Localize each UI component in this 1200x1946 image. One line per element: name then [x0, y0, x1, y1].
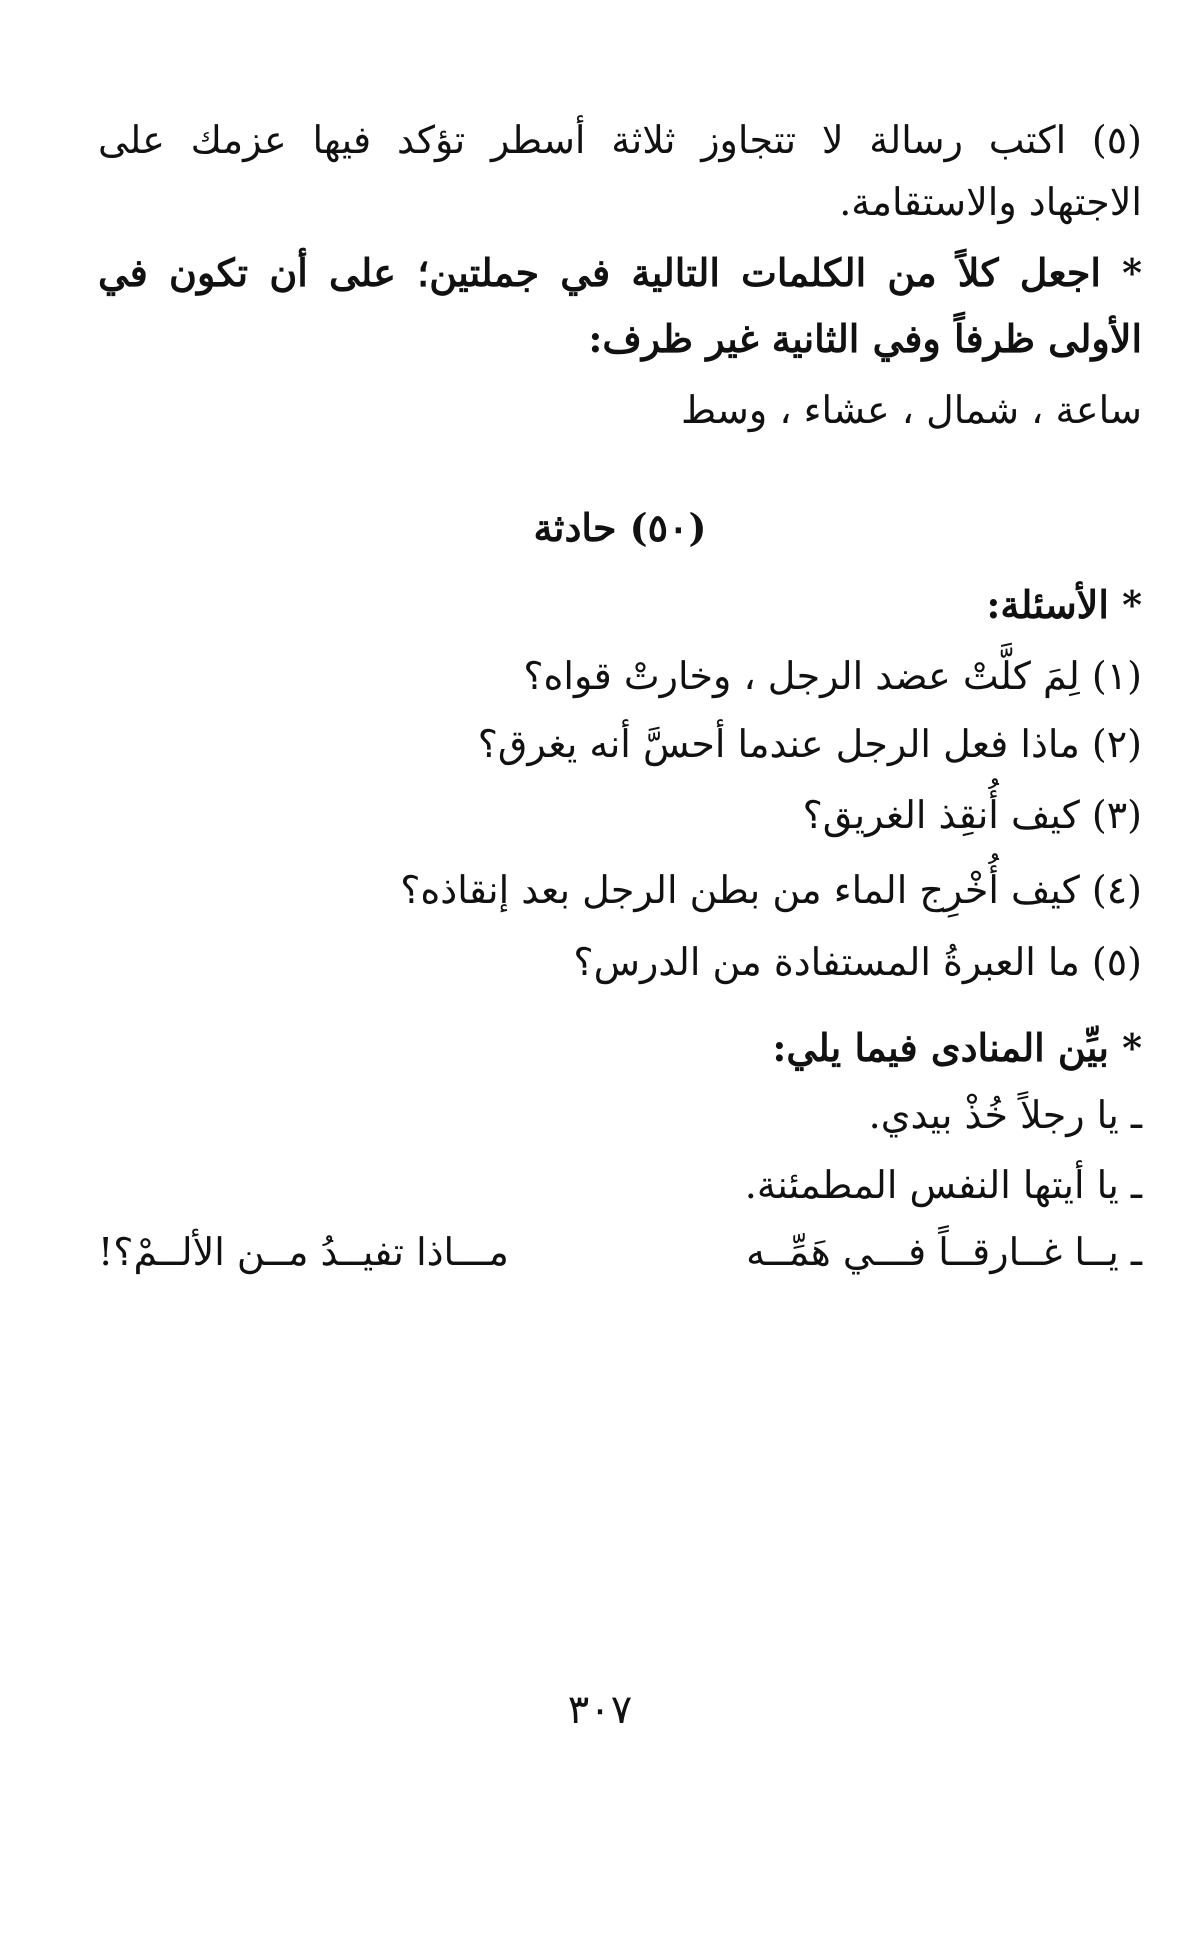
word-list: ساعة ، شمال ، عشاء ، وسط: [680, 388, 1142, 432]
exercise-5-line-2: الاجتهاد والاستقامة.: [839, 180, 1142, 224]
vocative-heading: * بيِّن المنادى فيما يلي:: [772, 1025, 1142, 1070]
question-1: (١) لِمَ كلَّتْ عضد الرجل ، وخارتْ قواه؟: [523, 654, 1142, 698]
section-title: (٥٠) حادثة: [533, 505, 707, 550]
questions-heading: * الأسئلة:: [986, 582, 1142, 627]
instruction-line-2: الأولى ظرفاً وفي الثانية غير ظرف:: [588, 316, 1142, 361]
question-4: (٤) كيف أُخْرِج الماء من بطن الرجل بعد إنقاذه؟: [400, 868, 1142, 912]
vocative-item-1: ـ يا رجلاً خُذْ بيدي.: [868, 1093, 1142, 1137]
exercise-5-line-1: (٥) اكتب رسالة لا تتجاوز ثلاثة أسطر تؤكد فيها عزمك على: [98, 118, 1142, 162]
vocative-item-2: ـ يا أيتها النفس المطمئنة.: [744, 1163, 1142, 1207]
poem-verse: [98, 1222, 1142, 1282]
question-3: (٣) كيف أُنقِذ الغريق؟: [802, 793, 1142, 837]
question-2: (٢) ماذا فعل الرجل عندما أحسَّ أنه يغرق؟: [477, 722, 1142, 766]
instruction-line-1: * اجعل كلاً من الكلمات التالية في جملتين؛ على أن تكون في: [98, 250, 1142, 295]
page-number: ٣٠٧: [567, 1687, 633, 1733]
poem-hemistich-2: مـــاذا تفيــدُ مــن الألــمْ؟!: [98, 1230, 509, 1274]
poem-hemistich-1: ـ يــا غــارقــاً فـــي هَمِّــه: [746, 1230, 1142, 1274]
question-5: (٥) ما العبرةُ المستفادة من الدرس؟: [573, 940, 1142, 984]
